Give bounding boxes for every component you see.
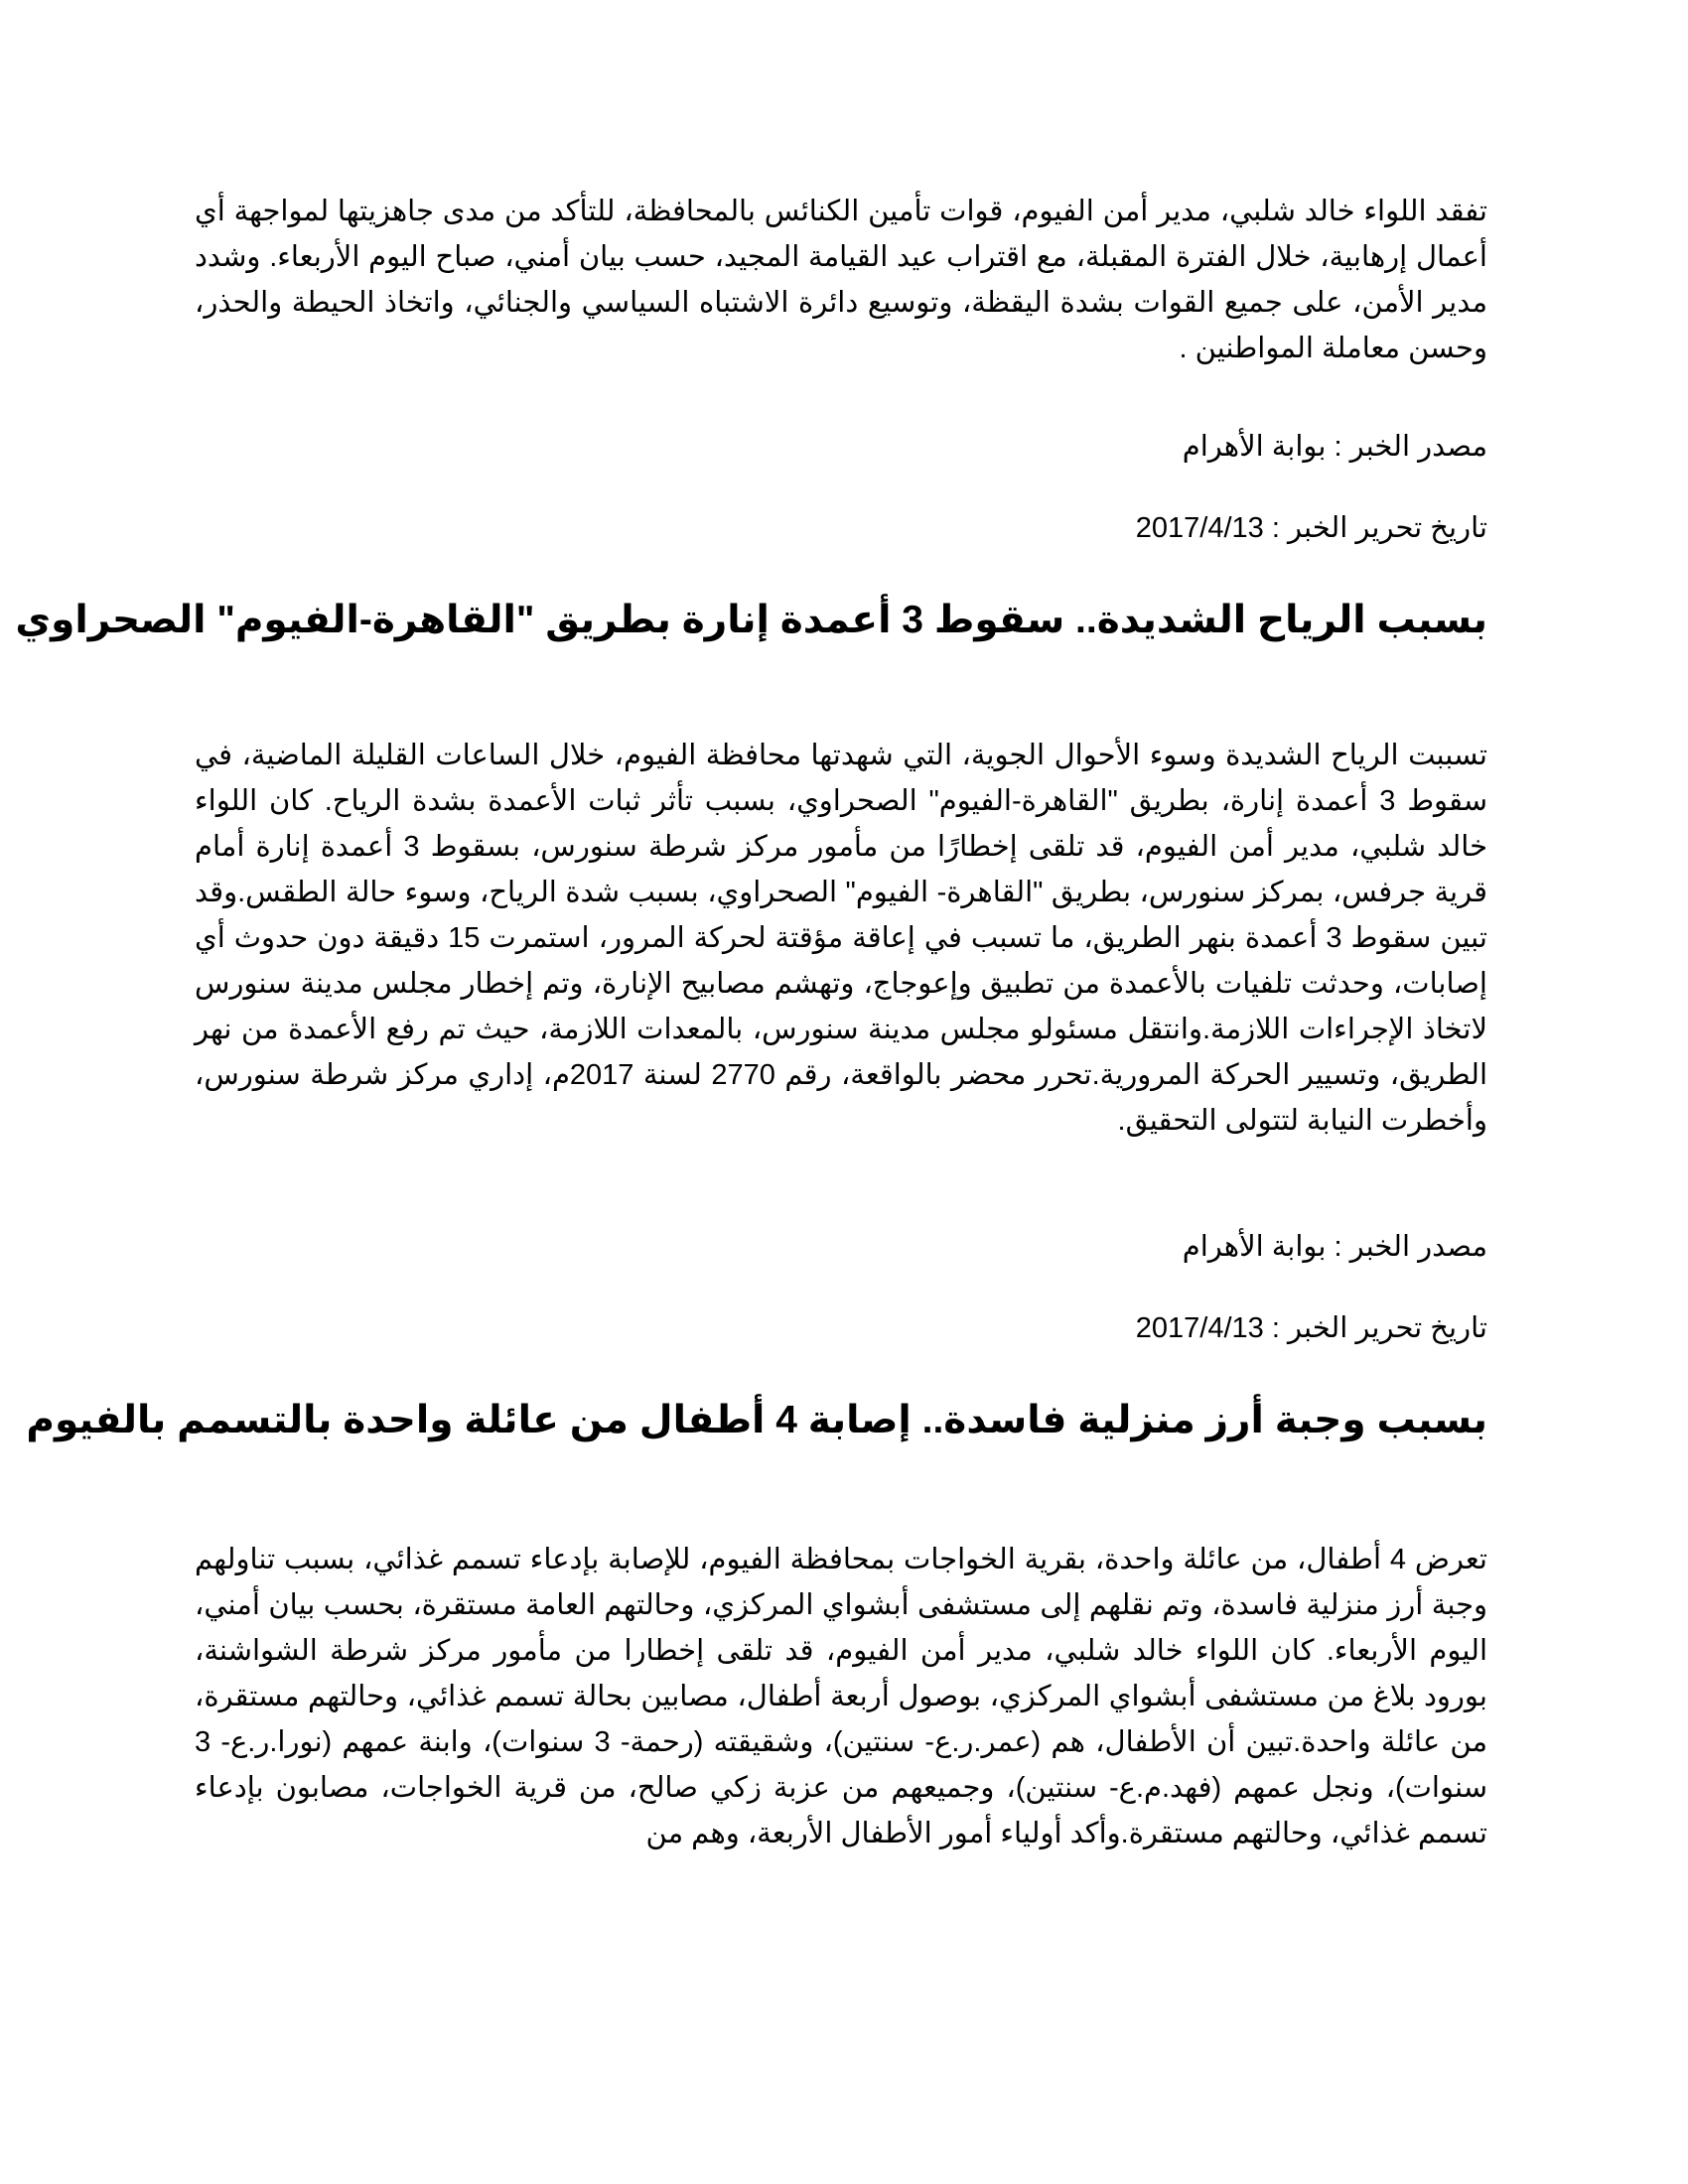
article-2-headline: بسبب الرياح الشديدة.. سقوط 3 أعمدة إنارة بطريق "القاهرة-الفيوم" الصحراوي [15,599,1487,641]
article-2-source: مصدر الخبر : بوابة الأهرام [1182,1231,1487,1263]
article-1-source: مصدر الخبر : بوابة الأهرام [1182,431,1487,463]
article-2-body: تسببت الرياح الشديدة وسوء الأحوال الجوية، التي شهدتها محافظة الفيوم، خلال الساعات القليلة الماضية، في سقوط 3 أعمدة إنارة، بطريق "القاهرة-الفيوم" الصحراوي، بسبب تأثر ثبات الأعمدة بشدة الرياح. كان اللواء خالد شلبي، مدير أمن الفيوم، قد تلقى إخطارًا من مأمور مركز شرطة سنورس، بسقوط 3 أعمدة إنارة أمام قرية جرفس، بمركز سنورس، بطريق "القاهرة- الفيوم" الصحراوي، بسبب شدة الرياح، وسوء حالة الطقس.وقد تبين سقوط 3 أعمدة بنهر الطريق، ما تسبب في إعاقة مؤقتة لحركة المرور، استمرت 15 دقيقة دون حدوث أي إصابات، وحدثت تلفيات بالأعمدة من تطبيق وإعوجاج، وتهشم مصابيح الإنارة، وتم إخطار مجلس مدينة سنورس لاتخاذ الإجراءات اللازمة.وانتقل مسئولو مجلس مدينة سنورس، بالمعدات اللازمة، حيث تم رفع الأعمدة من نهر الطريق، وتسيير الحركة المرورية.تحرر محضر بالواقعة، رقم 2770 لسنة 2017م، إداري مركز شرطة سنورس، وأخطرت النيابة لتتولى التحقيق. [195,740,1488,1137]
article-3-body: تعرض 4 أطفال، من عائلة واحدة، بقرية الخواجات بمحافظة الفيوم، للإصابة بإدعاء تسمم غذائي، بسبب تناولهم وجبة أرز منزلية فاسدة، وتم نقلهم إلى مستشفى أبشواي المركزي، وحالتهم العامة مستقرة، بحسب بيان أمني، اليوم الأربعاء. كان اللواء خالد شلبي، مدير أمن الفيوم، قد تلقى إخطارا من مأمور مركز شرطة الشواشنة، بورود بلاغ من مستشفى أبشواي المركزي، بوصول أربعة أطفال، مصابين بحالة تسمم غذائي، وحالتهم مستقرة، من عائلة واحدة.تبين أن الأطفال، هم (عمر.ر.ع- سنتين)، وشقيقته (رحمة- 3 سنوات)، وابنة عمهم (نورا.ر.ع- 3 سنوات)، ونجل عمهم (فهد.م.ع- سنتين)، وجميعهم من عزبة زكي صالح، من قرية الخواجات، مصابون بإدعاء تسمم غذائي، وحالتهم مستقرة.وأكد أولياء أمور الأطفال الأربعة، وهم من [195,1544,1487,1849]
article-1-date: تاريخ تحرير الخبر : 2017/4/13 [1135,512,1487,544]
article-1-body: تفقد اللواء خالد شلبي، مدير أمن الفيوم، قوات تأمين الكنائس بالمحافظة، للتأكد من مدى جاهزيتها لمواجهة أي أعمال إرهابية، خلال الفترة المقبلة، مع اقتراب عيد القيامة المجيد، حسب بيان أمني، صباح اليوم الأربعاء. وشدد مدير الأمن، على جميع القوات بشدة اليقظة، وتوسيع دائرة الاشتباه السياسي والجنائي، واتخاذ الحيطة والحذر، وحسن معاملة المواطنين . [195,196,1487,364]
article-3-headline: بسبب وجبة أرز منزلية فاسدة.. إصابة 4 أطفال من عائلة واحدة بالتسمم بالفيوم [26,1399,1487,1441]
article-2-date: تاريخ تحرير الخبر : 2017/4/13 [1135,1312,1487,1344]
